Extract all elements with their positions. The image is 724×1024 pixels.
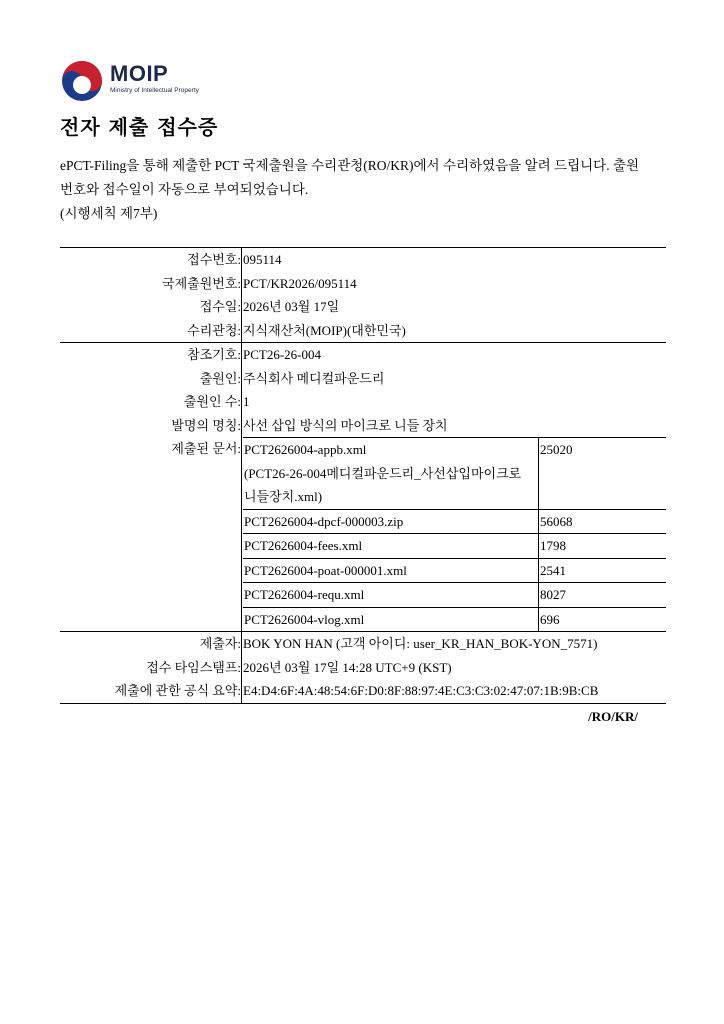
table-row <box>60 367 666 391</box>
table-row <box>60 272 666 296</box>
applicant-label: 출원인: <box>60 367 242 391</box>
table-row <box>243 438 666 510</box>
intro-line: 번호와 접수일이 자동으로 부여되었습니다. <box>60 182 309 197</box>
document-filename: PCT2626004-appb.xml <box>244 442 367 457</box>
table-row <box>243 583 666 608</box>
document-size: 25020 <box>539 438 667 510</box>
table-row <box>60 295 666 319</box>
document-name: PCT2626004-poat-000001.xml <box>243 558 539 583</box>
applicant-value: 주식회사 메디컬파운드리 <box>243 370 385 386</box>
page-title: 전자 제출 접수증 <box>60 115 219 139</box>
table-row <box>60 343 666 367</box>
submitter-value: BOK YON HAN (고객 아이디: user_KR_HAN_BOK-YON_7571) <box>242 632 667 656</box>
digest-label: 제출에 관한 공식 요약: <box>60 679 242 703</box>
receipt-date-label: 접수일: <box>60 295 242 319</box>
taegeuk-emblem-icon <box>60 59 104 103</box>
table-row <box>243 509 666 534</box>
intro-text <box>60 154 670 226</box>
invention-title-value: 사선 삽입 방식의 마이크로 니들 장치 <box>243 417 448 433</box>
receipt-no-value: 095114 <box>242 248 667 272</box>
applicant-count-label: 출원인 수: <box>60 390 242 414</box>
receiving-office-label: 수리관청: <box>60 319 242 343</box>
office-code-footer: /RO/KR/ <box>588 709 638 724</box>
receipt-table <box>60 247 666 704</box>
timestamp-label: 접수 타임스탬프: <box>60 656 242 680</box>
document-name: PCT2626004-dpcf-000003.zip <box>243 509 539 534</box>
document-name: PCT2626004-fees.xml <box>243 534 539 559</box>
intl-app-no-label: 국제출원번호: <box>60 272 242 296</box>
document-size: 696 <box>539 607 667 631</box>
table-row <box>60 632 666 656</box>
documents-label: 제출된 문서: <box>60 437 242 632</box>
table-row <box>60 319 666 343</box>
table-row <box>243 558 666 583</box>
receipt-date-value: 2026년 03월 17일 <box>243 299 340 314</box>
table-row <box>243 607 666 631</box>
table-row <box>243 534 666 559</box>
documents-table <box>243 437 666 631</box>
document-size: 2541 <box>539 558 667 583</box>
table-row <box>60 437 666 632</box>
document-name <box>243 438 539 510</box>
document-size: 1798 <box>539 534 667 559</box>
table-row <box>60 656 666 680</box>
timestamp-value: 2026년 03월 17일 14:28 UTC+9 (KST) <box>243 659 452 675</box>
ref-no-value: PCT26-26-004 <box>242 343 667 367</box>
document-size: 56068 <box>539 509 667 534</box>
submitter-label: 제출자: <box>60 632 242 656</box>
table-row <box>60 390 666 414</box>
brand-name: MOIP <box>110 61 169 86</box>
invention-title-label: 발명의 명칭: <box>60 414 242 438</box>
ref-no-label: 참조기호: <box>60 343 242 367</box>
brand-subtitle: Ministry of Intellectual Property <box>110 87 199 94</box>
intro-line: ePCT-Filing을 통해 제출한 PCT 국제출원을 수리관청(RO/KR)에서 수리하였음을 알려 드립니다. 출원 <box>60 158 640 173</box>
document-name: PCT2626004-requ.xml <box>243 583 539 608</box>
document-name: PCT2626004-vlog.xml <box>243 607 539 631</box>
intro-line: (시행세칙 제7부) <box>60 206 158 221</box>
applicant-count-value: 1 <box>243 394 250 409</box>
documents-cell <box>242 437 667 632</box>
receiving-office-value: 지식재산처(MOIP)(대한민국) <box>243 322 406 338</box>
receipt-no-label: 접수번호: <box>60 248 242 272</box>
table-row <box>60 414 666 438</box>
moip-logo <box>60 59 260 103</box>
document-detail: (PCT26-26-004메디컬파운드리_사선삽입마이크로 <box>244 465 522 481</box>
table-row <box>60 248 666 272</box>
intl-app-no-value: PCT/KR2026/095114 <box>243 275 357 291</box>
document-size: 8027 <box>539 583 667 608</box>
document-detail: 니들장치.xml) <box>244 489 323 504</box>
table-row <box>60 679 666 703</box>
digest-value: E4:D4:6F:4A:48:54:6F:D0:8F:88:97:4E:C3:C3:02:47:07:1B:9B:CB <box>242 679 667 703</box>
